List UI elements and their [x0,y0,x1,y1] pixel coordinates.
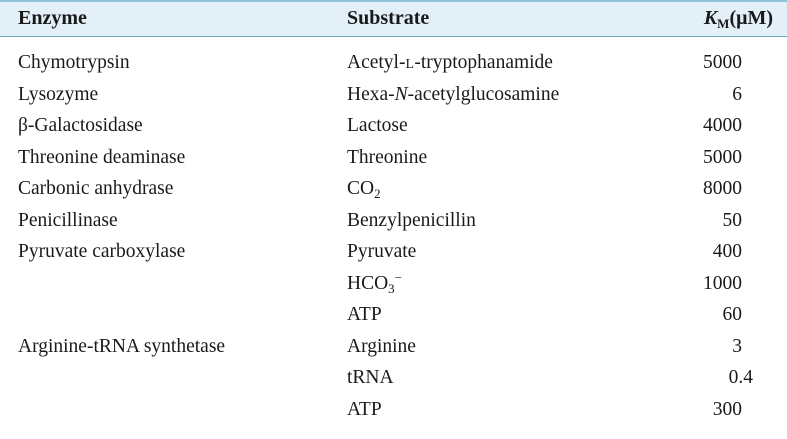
substrate-part: -acetylglucosamine [407,83,560,105]
header-km [704,6,773,36]
header-enzyme: Enzyme [18,7,87,29]
table-row [0,299,787,331]
enzyme-cell: Lysozyme [18,83,99,105]
substrate-part: HCO [347,272,389,294]
substrate-part: Hexa- [347,83,395,105]
km-unit: (μM) [729,7,773,29]
enzyme-cell: Carbonic anhydrase [18,178,174,199]
substrate-cell: Benzylpenicillin [347,209,476,231]
table-row [0,47,787,79]
substrate-cell: Lactose [347,115,408,136]
substrate-smallcaps: L [405,57,415,72]
km-cell: 400 [712,241,742,262]
table-row [0,394,787,426]
enzyme-cell: Penicillinase [18,209,118,231]
substrate-part: -tryptophanamide [414,52,553,73]
substrate-italic: N [394,83,408,105]
km-cell: 60 [722,304,742,325]
substrate-cell: Threonine [347,146,428,168]
km-cell: 0.4 [728,367,753,388]
substrate-cell [347,268,402,300]
substrate-cell: Pyruvate [347,241,417,262]
substrate-cell [347,79,559,111]
substrate-cell: ATP [347,304,382,325]
km-cell: 8000 [703,178,742,199]
enzyme-cell: β-Galactosidase [18,115,143,136]
km-cell: 5000 [703,52,742,73]
km-cell: 4000 [703,115,742,136]
substrate-part: Acetyl- [347,52,406,73]
km-cell: 6 [732,83,742,105]
substrate-subscript: 3 [388,280,395,296]
km-cell: 1000 [703,272,742,294]
substrate-subscript: 2 [374,186,381,201]
km-subscript: M [717,16,730,31]
enzyme-cell: Chymotrypsin [18,52,130,73]
header-rule [0,36,787,37]
enzyme-cell: Arginine-tRNA synthetase [18,335,226,357]
table-row [0,110,787,142]
top-rule [0,0,787,2]
table-row [0,79,787,111]
header-substrate: Substrate [347,7,430,29]
km-cell: 300 [712,398,742,420]
substrate-cell [347,47,553,81]
substrate-superscript: − [394,269,403,285]
substrate-cell: Arginine [347,335,416,357]
substrate-cell: tRNA [347,367,394,388]
enzyme-cell: Threonine deaminase [18,146,186,168]
table-row [0,173,787,205]
substrate-part: CO [347,178,375,199]
table-row [0,331,787,363]
table-row [0,205,787,237]
table-row [0,268,787,300]
table-body [0,47,787,425]
km-symbol: K [703,7,718,29]
km-cell: 3 [732,335,742,357]
substrate-cell: ATP [347,398,382,420]
km-cell: 5000 [703,146,742,168]
table-row [0,236,787,268]
table-row [0,142,787,174]
substrate-cell [347,173,381,205]
enzyme-cell: Pyruvate carboxylase [18,241,186,262]
table-row [0,362,787,394]
km-cell: 50 [722,209,742,231]
